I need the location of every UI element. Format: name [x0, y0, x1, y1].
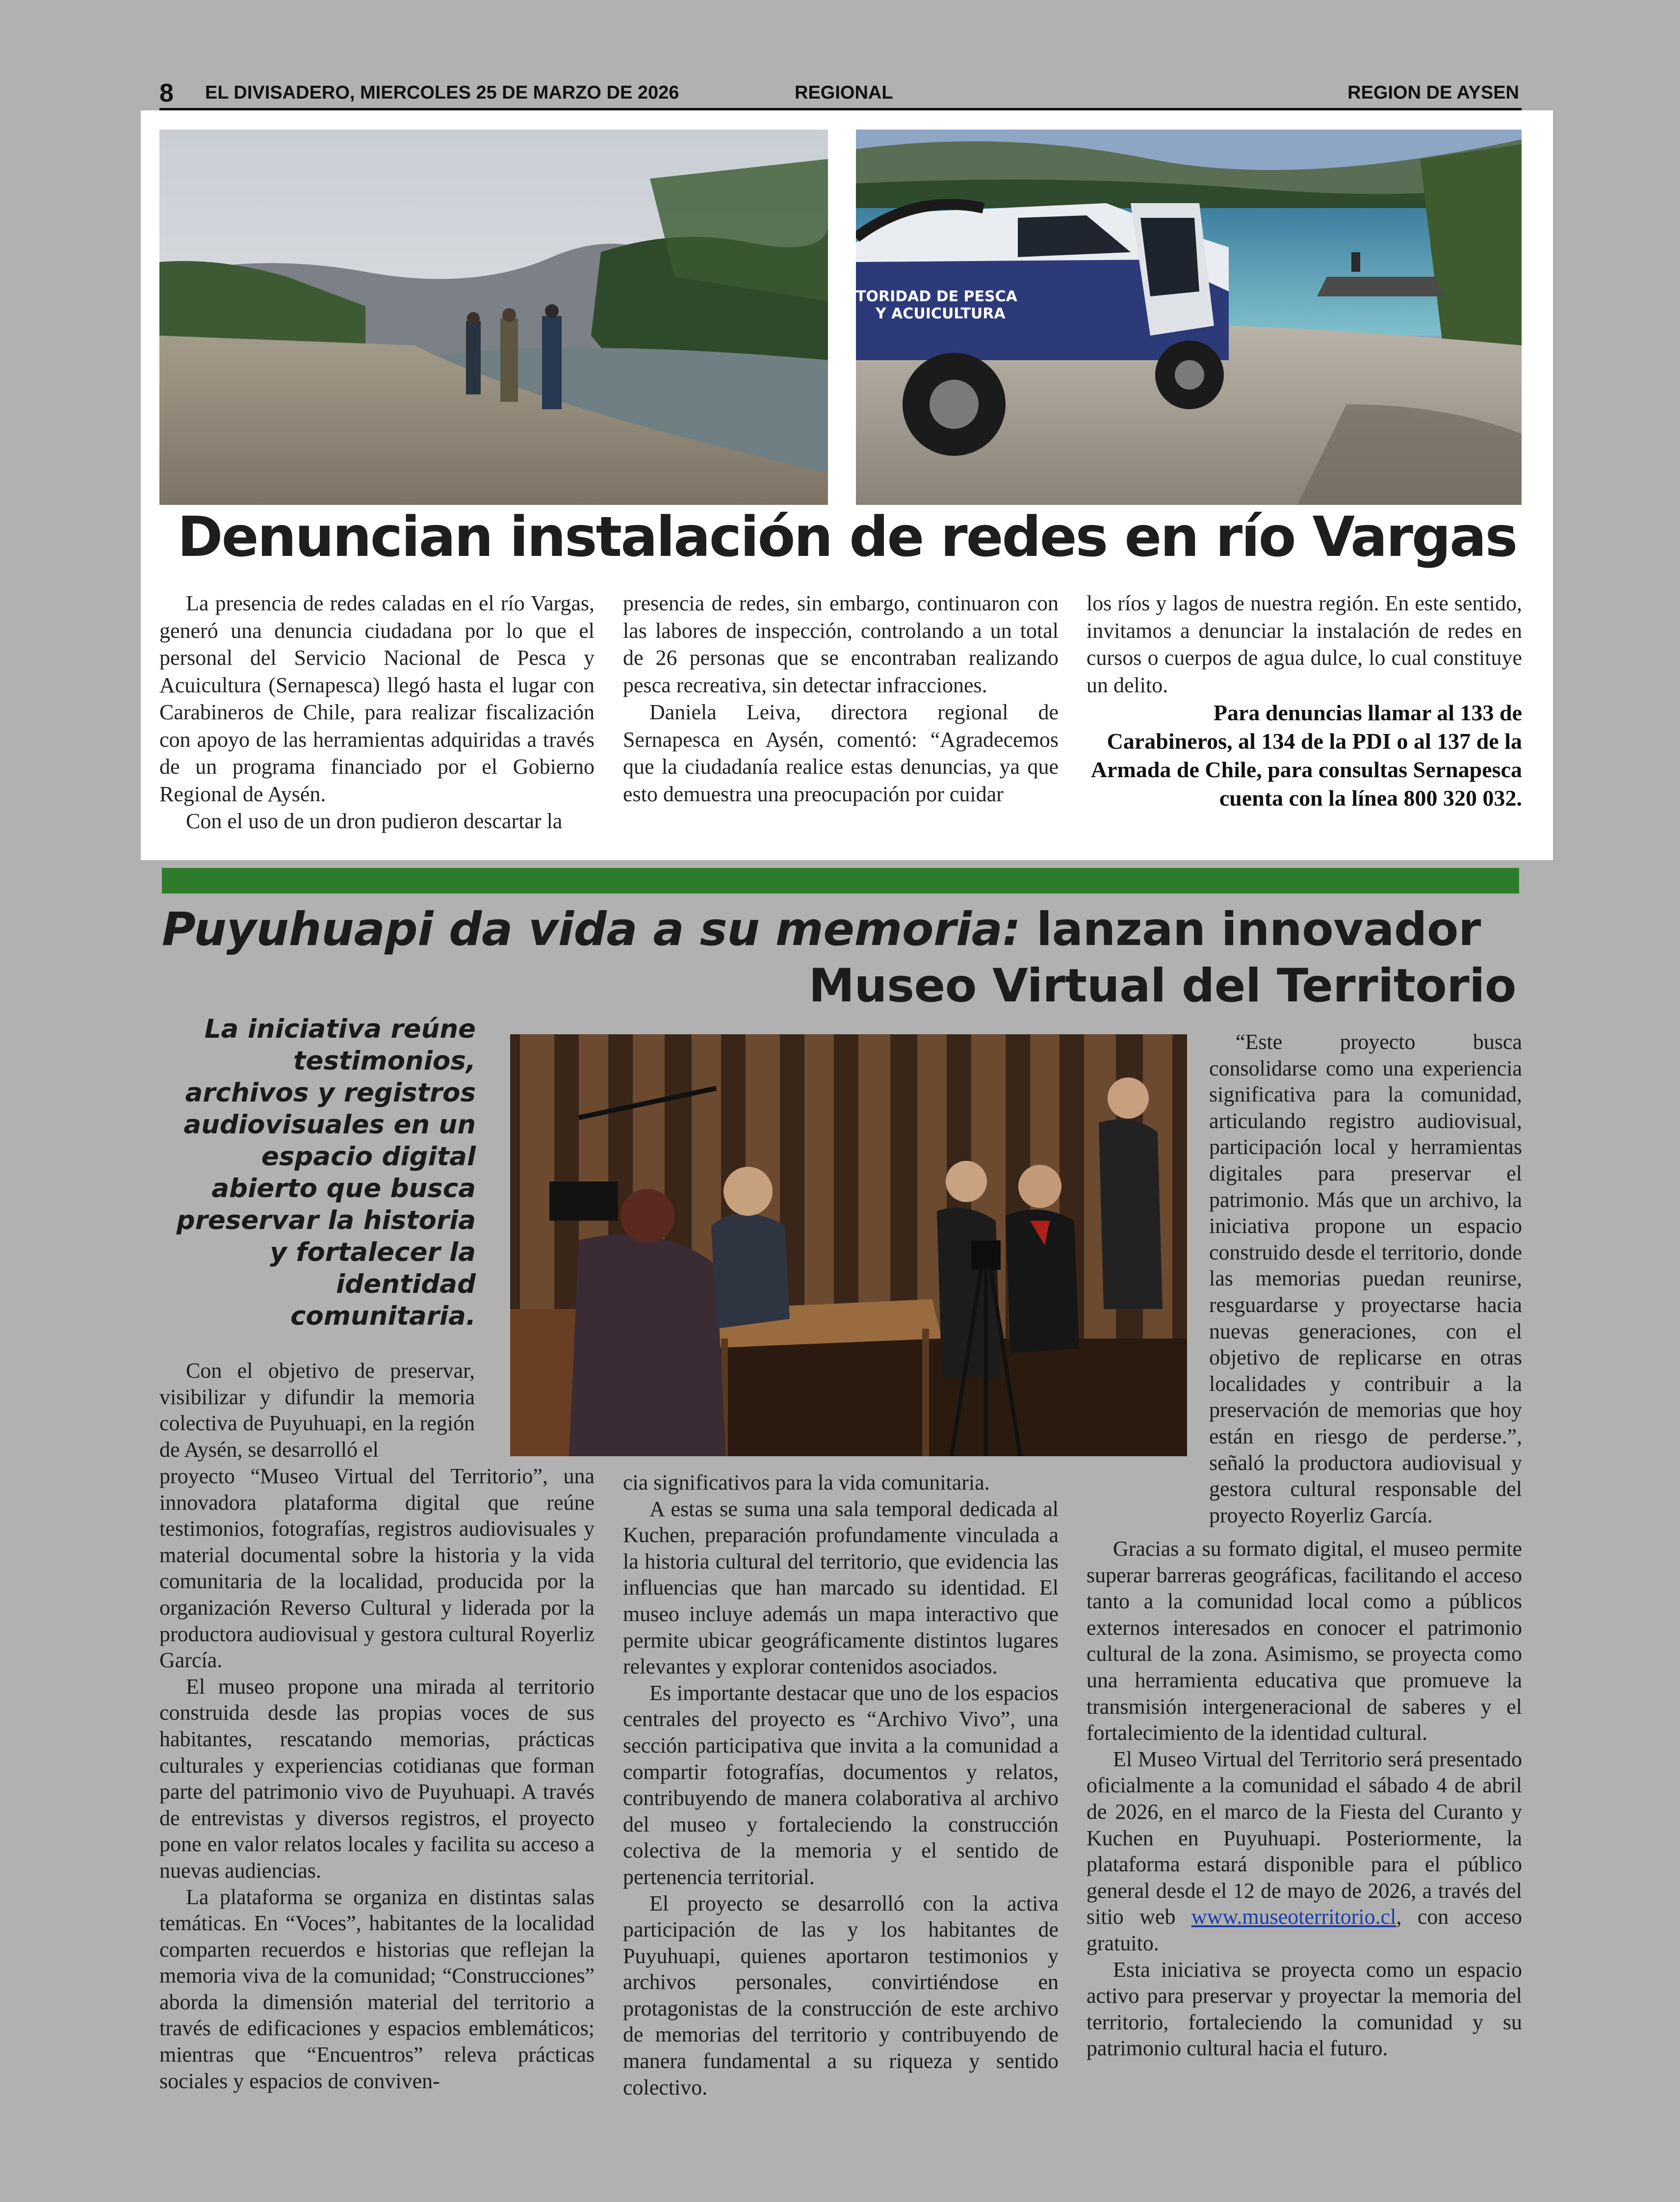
paragraph-text-end: , con acceso gratuito. [1086, 1905, 1522, 1955]
paragraph: La plataforma se organiza en distintas salas temáticas. En “Voces”, habitantes de la localidad comparten recuerdos e historias que reflejan la memoria viva de la comunidad; “Construcciones” aborda la dimensión material del territorio a través de edificaciones y espacios emblemáticos; mientras que “Encuentros” releva prácticas sociales y espacios de conviven- [159, 1885, 594, 2093]
article2-column-3-quote [1209, 1029, 1522, 1528]
paragraph: El museo propone una mirada al territorio construida desde las propias voces de sus habitantes, rescatando memorias, prácticas culturales y experiencias cotidianas que forman parte del patrimonio vivo de Puyuhuapi. A través de entrevistas y diversos registros, el proyecto pone en valor relatos locales y facilita su acceso a nuevas audiencias. [159, 1674, 594, 1883]
article1-column-3 [1086, 590, 1522, 813]
truck-text-2: Y ACUICULTURA [876, 305, 1006, 322]
article2-lede: La iniciativa reúne testimonios, archivos y registros audiovisuales en un espacio digital abierto que busca preservar la historia y fortalecer la identidad comunitaria. [176, 1014, 476, 1331]
paragraph: Esta iniciativa se proyecta como un espacio activo para preservar y proyectar la memoria del territorio, fortaleciendo la comunidad y su patrimonio cultural hacia el futuro. [1086, 1957, 1522, 2061]
truck-photo [856, 130, 1522, 505]
contact-note: Para denuncias llamar al 133 de Carabineros, al 134 de la PDI o al 137 de la Armada de Chile, para consultas Sernapesca cuenta con la línea 800 320 032. [1090, 700, 1522, 811]
paragraph: La presencia de redes caladas en el río Vargas, generó una denuncia ciudadana por lo que el personal del Servicio Nacional de Pesca y Acuicultura (Sernapesca) llegó hasta el lugar con Carabineros de Chile, para realizar fiscalización con apoyo de las herramientas adquiridas a través de un programa financiado por el Gobierno Regional de Aysén. [159, 591, 594, 806]
article1-column-2 [623, 590, 1059, 808]
article2-title-line1 [162, 903, 1481, 956]
paragraph-text: El Museo Virtual del Territorio será presentado oficialmente a la comunidad el sábado 4 de abril de 2026, en el marco de la Fiesta del Curanto y Kuchen en Puyuhuapi. Posteriormente, la plataforma estará disponible para el público general desde el 12 de mayo de 2026, a través del sitio web [1086, 1747, 1522, 1929]
article1-title: Denuncian instalación de redes en río Vargas [177, 505, 1517, 569]
truck-text-1: TORIDAD DE PESCA [856, 288, 1017, 305]
paragraph: Con el objetivo de preservar, visibilizar y difundir la memoria colectiva de Puyuhuapi, en la región de Aysén, se desarrolló el [159, 1359, 475, 1462]
article1-column-1 [159, 590, 594, 835]
paragraph: presencia de redes, sin embargo, continuaron con las labores de inspección, controlando a un total de 26 personas que se encontraban realizando pesca recreativa, sin detectar infracciones. [623, 591, 1059, 697]
masthead: EL DIVISADERO, MIERCOLES 25 DE MARZO DE 2026 [205, 82, 679, 103]
website-link[interactable]: www.museoterritorio.cl [1191, 1905, 1396, 1929]
paragraph: Con el uso de un dron pudieron descartar la [186, 809, 563, 833]
paragraph: El proyecto se desarrolló con la activa participación de las y los habitantes de Puyuhuapi, quienes aportaron testimonios y archivos personales, convirtiéndose en protagonistas de la construcción de este archivo de memorias del territorio y contribuyendo de manera fundamental a su riqueza y sentido colectivo. [623, 1891, 1059, 2099]
river-photo [159, 130, 828, 505]
quote-paragraph: “Este proyecto busca consolidarse como una experiencia significativa para la comunidad, articulando registro audiovisual, participación local y herramientas digitales para preservar el patrimonio. Más que un archivo, la iniciativa propone un espacio construido desde el territorio, donde las memorias puedan reunirse, resguardarse y proyectarse hacia nuevas generaciones, con el objetivo de replicarse en otras localidades y contribuir a la preservación de memorias que hoy están en riesgo de perderse.”, señaló la productora audiovisual y gestora cultural responsable del proyecto Royerliz García. [1209, 1030, 1522, 1527]
paragraph: Gracias a su formato digital, el museo permite superar barreras geográficas, facilitando el acceso tanto a la comunidad local como a públicos externos interesados en conocer el patrimonio cultural de la zona. Asimismo, se proyecta como una herramienta educativa que promueve la transmisión intergeneracional de saberes y el fortalecimiento de la identidad cultural. [1086, 1537, 1522, 1745]
paragraph [1086, 1746, 1522, 1957]
article2-column-1-top [159, 1358, 475, 1463]
paragraph: los ríos y lagos de nuestra región. En este sentido, invitamos a denunciar la instalación de redes en cursos o cuerpos de agua dulce, lo cual constituye un delito. [1086, 591, 1522, 697]
paragraph: cia significativos para la vida comunitaria. [623, 1470, 990, 1494]
paragraph: proyecto “Museo Virtual del Territorio”, una innovadora plataforma digital que reúne testimonios, fotografías, registros audiovisuales y material documental sobre la historia y la vida comunitaria de la localidad, producida por la organización Reverso Cultural y liderada por la productora audiovisual y gestora cultural Royerliz García. [159, 1464, 594, 1673]
article2-title-line2: Museo Virtual del Territorio [808, 959, 1516, 1013]
title-italic: Puyuhuapi da vida a su memoria: [162, 903, 1021, 956]
section-divider [162, 868, 1519, 893]
paragraph: Daniela Leiva, directora regional de Sernapesca en Aysén, comentó: “Agradecemos que la ciudadanía realice estas denuncias, ya que esto demuestra una preocupación por cuidar [623, 700, 1059, 806]
paragraph: Es importante destacar que uno de los espacios centrales del proyecto es “Archivo Vivo”, una sección participativa que invita a la comunidad a compartir fotografías, documentos y relatos, contribuyendo de manera colaborativa al archivo del museo y fortaleciendo la construcción colectiva de la memoria y el sentido de pertenencia territorial. [623, 1680, 1059, 1889]
paragraph: A estas se suma una sala temporal dedicada al Kuchen, preparación profundamente vinculada a la historia cultural del territorio, que evidencia las influencias que han marcado su identidad. El museo incluye además un mapa interactivo que permite ubicar geográficamente distintos lugares relevantes y explorar contenidos asociados. [623, 1496, 1059, 1679]
region-label: REGION DE AYSEN [1347, 82, 1519, 103]
section-label: REGIONAL [795, 82, 893, 103]
title-rest: lanzan innovador [1036, 903, 1481, 956]
article2-column-1 [159, 1463, 594, 2094]
article2-column-2 [623, 1469, 1059, 2100]
page-number: 8 [159, 79, 174, 107]
article2-column-3 [1086, 1536, 1522, 2062]
museum-photo [510, 1034, 1187, 1456]
